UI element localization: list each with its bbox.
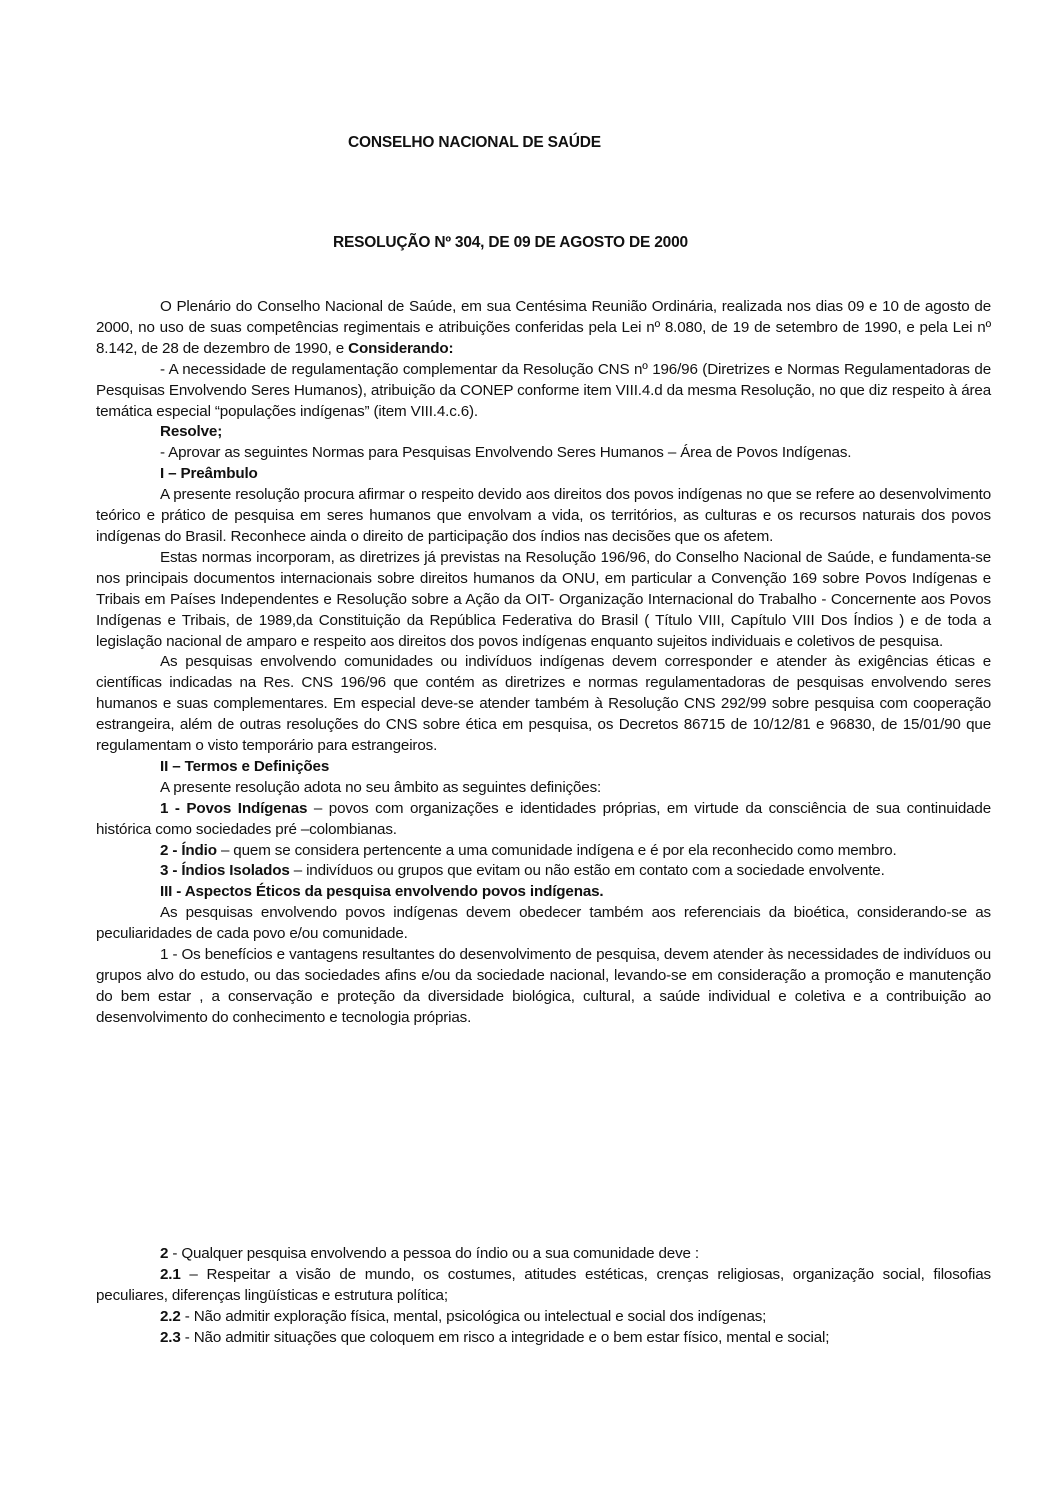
item-2-text: - Qualquer pesquisa envolvendo a pessoa do índio ou a sua comunidade deve :	[168, 1245, 699, 1262]
item-2-2-label: 2.2	[160, 1307, 181, 1325]
aspectos-item-1: 1 - Os benefícios e vantagens resultantes do desenvolvimento de pesquisa, devem atender às necessidades de indivíduos ou grupos alvo do estudo, ou das sociedades afins e/ou da sociedade nacional, levando-se em consideração a promoção e manutenção do bem estar , a conservação e proteção da diversidade biológica, cultural, a saúde individual e coletiva e a contribuição ao desenvolvimento do conhecimento e tecnologia próprias.	[96, 946, 991, 1026]
preambulo-paragraph-2: Estas normas incorporam, as diretrizes já previstas na Resolução 196/96, do Conselho Nacional de Saúde, e fundamenta-se nos principais documentos internacionais sobre direitos humanos da ONU, em particular a Convenção 169 sobre Povos Indígenas e Tribais em Países Independentes e Resolução sobre a Ação da OIT- Organização Internacional do Trabalho - Concernente aos Povos Indígenas e Tribais, de 1989,da Constituição da República Federativa do Brasil ( Título VIII, Capítulo VIII Dos Índios ) e de toda a legislação nacional de amparo e respeito aos direitos dos povos indígenas enquanto sujeitos individuais e coletivos de pesquisa.	[96, 548, 991, 650]
item-2-1	[96, 1265, 991, 1307]
resolve-label: Resolve;	[160, 423, 223, 441]
resolve-paragraph: - Aprovar as seguintes Normas para Pesquisas Envolvendo Seres Humanos – Área de Povos Indígenas.	[160, 444, 852, 462]
intro-text: O Plenário do Conselho Nacional de Saúde, em sua Centésima Reunião Ordinária, realizada nos dias 09 e 10 de agosto de 2000, no uso de suas competências regimentais e atribuições conferidas pela Lei nº 8.080, de 19 de setembro de 1990, e pela Lei nº 8.142, de 28 de dezembro de 1990, e	[96, 298, 991, 357]
considerando-paragraph: - A necessidade de regulamentação complementar da Resolução CNS nº 196/96 (Diretrizes e Normas Regulamentadoras de Pesquisas Envolvendo Seres Humanos), atribuição da CONEP conforme item VIII.4.d da mesma Resolução, no que diz respeito à área temática especial “populações indígenas” (item VIII.4.c.6).	[96, 360, 991, 420]
intro-paragraph	[96, 297, 991, 360]
council-title: CONSELHO NACIONAL DE SAÚDE	[348, 134, 601, 151]
considerando-label: Considerando:	[348, 339, 454, 357]
item-2	[96, 1244, 991, 1265]
definition-1	[96, 799, 991, 841]
definition-2-text: – quem se considera pertencente a uma comunidade indígena e é por ela reconhecido como membro.	[216, 841, 897, 859]
definition-3-text: – indivíduos ou grupos que evitam ou não estão em contato com a sociedade envolvente.	[289, 862, 885, 880]
item-2-label: 2	[160, 1245, 169, 1262]
definition-1-label: 1 - Povos Indígenas	[160, 799, 308, 817]
item-2-2-text: - Não admitir exploração física, mental, psicológica ou intelectual e social dos indígenas;	[180, 1307, 767, 1325]
resolution-title: RESOLUÇÃO Nº 304, DE 09 DE AGOSTO DE 2000	[333, 234, 688, 251]
definition-3-label: 3 - Índios Isolados	[160, 862, 290, 880]
item-2-3-label: 2.3	[160, 1328, 181, 1346]
item-2-1-label: 2.1	[160, 1265, 181, 1283]
preambulo-heading: I – Preâmbulo	[160, 465, 258, 483]
definition-1-text: – povos com organizações e identidades próprias, em virtude da consciência de sua continuidade histórica como sociedades pré –colombianas.	[96, 799, 992, 838]
aspectos-heading: III - Aspectos Éticos da pesquisa envolvendo povos indígenas.	[160, 883, 604, 901]
termos-intro: A presente resolução adota no seu âmbito as seguintes definições:	[160, 778, 602, 796]
document-body	[96, 297, 991, 1029]
aspectos-paragraph: As pesquisas envolvendo povos indígenas devem obedecer também aos referenciais da bioética, considerando-se as peculiaridades de cada povo e/ou comunidade.	[96, 904, 991, 943]
item-2-3-text: - Não admitir situações que coloquem em risco a integridade e o bem estar físico, mental e social;	[180, 1328, 830, 1346]
document-body-continued	[96, 1244, 991, 1349]
definition-3	[96, 861, 991, 882]
termos-heading: II – Termos e Definições	[160, 757, 330, 775]
item-2-3	[96, 1328, 991, 1349]
preambulo-paragraph-3: As pesquisas envolvendo comunidades ou indivíduos indígenas devem corresponder e atender às exigências éticas e científicas indicadas na Res. CNS 196/96 que contém as diretrizes e normas regulamentadoras de pesquisas envolvendo seres humanos e suas complementares. Em especial deve-se atender também à Resolução CNS 292/99 sobre pesquisa com cooperação estrangeira, além de outras resoluções do CNS sobre ética em pesquisa, os Decretos 86715 de 10/12/81 e 96830, de 15/01/90 que regulamentam o visto temporário para estrangeiros.	[96, 653, 991, 755]
item-2-2	[96, 1307, 991, 1328]
preambulo-paragraph-1: A presente resolução procura afirmar o respeito devido aos direitos dos povos indígenas no que se refere ao desenvolvimento teórico e prático de pesquisa em seres humanos que envolvam a vida, os territórios, as culturas e os recursos naturais dos povos indígenas do Brasil. Reconhece ainda o direito de participação dos índios nas decisões que os afetem.	[96, 486, 991, 545]
definition-2-label: 2 - Índio	[160, 841, 217, 859]
definition-2	[96, 841, 991, 862]
item-2-1-text: – Respeitar a visão de mundo, os costumes, atitudes estéticas, crenças religiosas, organização social, filosofias peculiares, diferenças lingüísticas e estrutura política;	[96, 1265, 991, 1304]
